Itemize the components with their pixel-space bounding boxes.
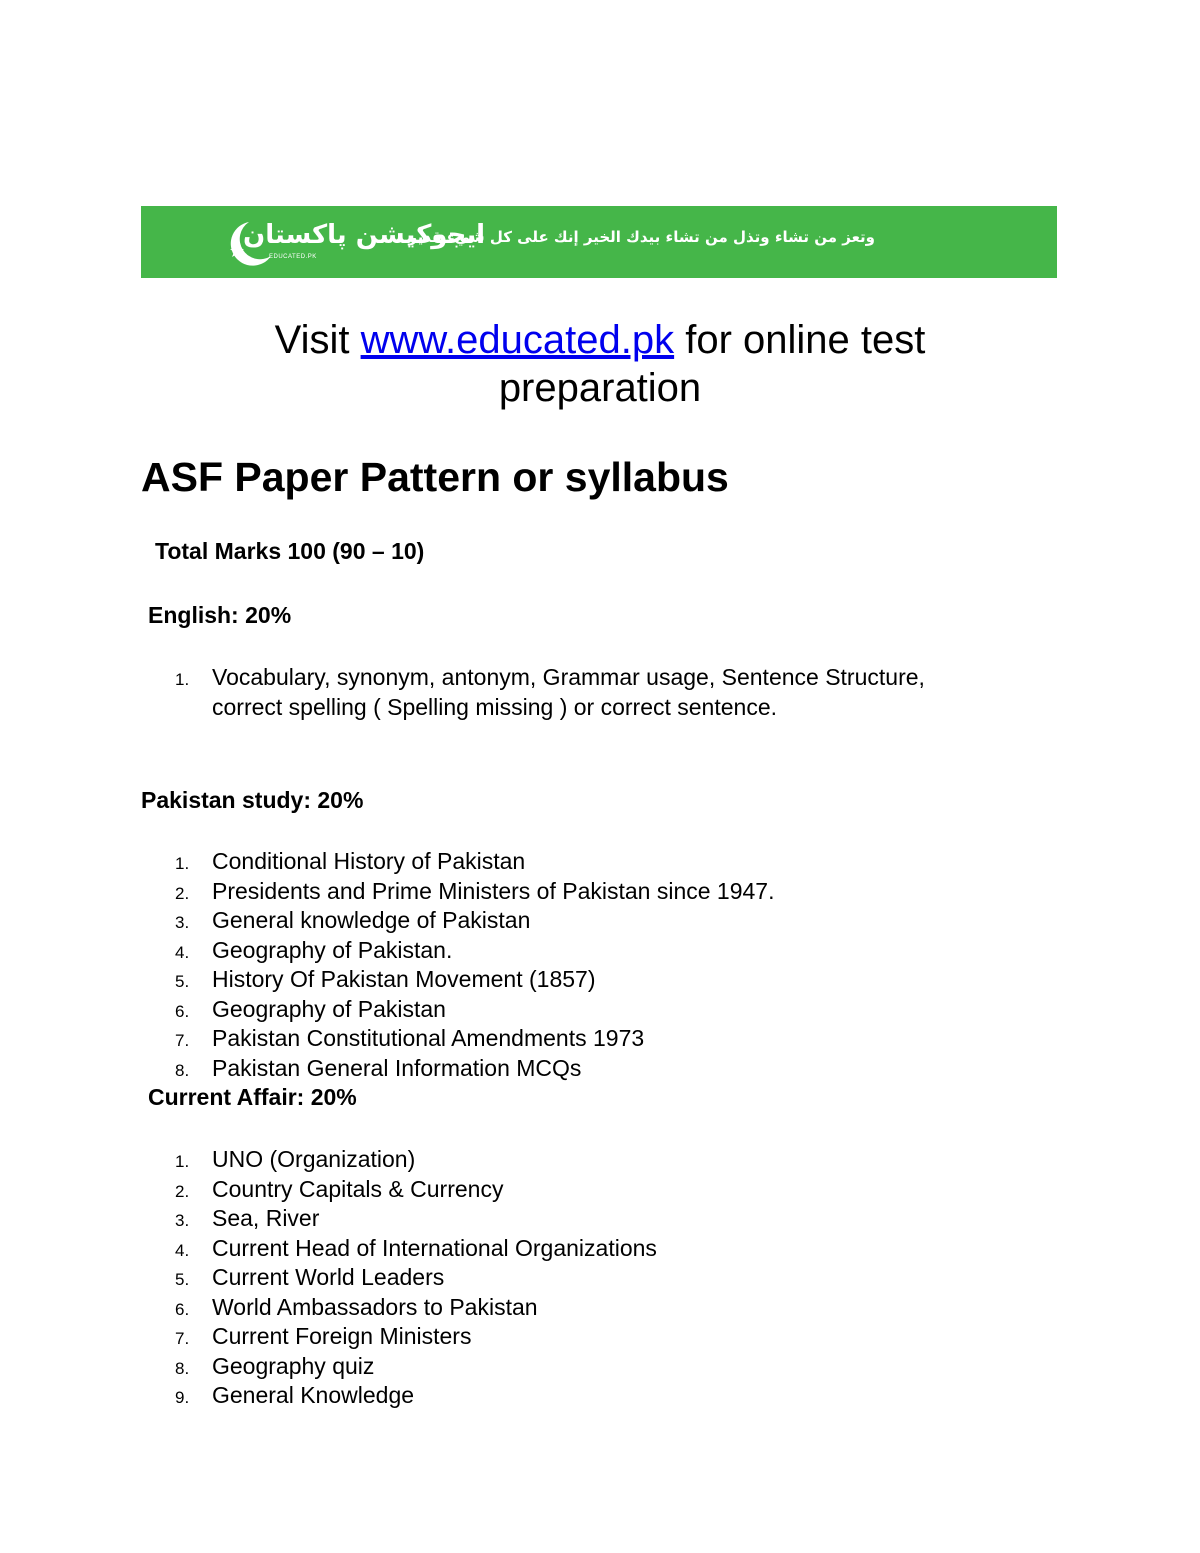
list-item-text: Current Foreign Ministers <box>212 1323 472 1349</box>
list-item <box>0 965 775 995</box>
visit-prefix: Visit <box>274 318 361 362</box>
list-item-text: Current World Leaders <box>212 1264 445 1290</box>
list-number: 1. <box>175 1152 190 1171</box>
list-item-text: General Knowledge <box>212 1382 415 1408</box>
visit-notice <box>0 316 1200 412</box>
pakistan-study-list <box>0 847 775 1083</box>
list-item <box>0 1054 775 1084</box>
list-item <box>0 995 775 1025</box>
list-item-text: History Of Pakistan Movement (1857) <box>212 966 596 992</box>
list-item-text: World Ambassadors to Pakistan <box>212 1293 538 1320</box>
list-number: 5. <box>175 972 190 991</box>
educated-pk-link[interactable]: www.educated.pk <box>360 318 675 362</box>
list-item-text: General knowledge of Pakistan <box>212 907 531 933</box>
list-number: 8. <box>175 1358 190 1378</box>
list-item-text: Country Capitals & Currency <box>212 1175 504 1202</box>
list-number: 8. <box>175 1060 190 1080</box>
total-marks: Total Marks 100 (90 – 10) <box>155 538 425 564</box>
section-heading-current-affair: Current Affair: 20% <box>148 1084 357 1110</box>
list-item-text: Current Head of International Organizations <box>212 1234 657 1261</box>
list-number: 6. <box>175 1001 190 1021</box>
educated-pk-logo[interactable] <box>219 216 486 268</box>
list-item-text: Sea, River <box>212 1205 320 1231</box>
list-item <box>0 1024 775 1054</box>
list-item-text: correct spelling ( Spelling missing ) or correct sentence. <box>212 693 778 720</box>
list-item <box>0 1145 657 1175</box>
list-item-text: UNO (Organization) <box>212 1146 416 1172</box>
list-item <box>0 663 925 693</box>
list-item <box>0 906 775 936</box>
list-item <box>0 693 925 723</box>
list-item <box>0 1263 657 1293</box>
list-item-text: Geography quiz <box>212 1352 375 1379</box>
list-item <box>0 1352 657 1382</box>
banner-tagline: وتعز من تشاء وتذل من تشاء بيدك الخير إنك على كل شيء قدير <box>408 228 875 246</box>
list-item <box>0 936 775 966</box>
list-item <box>0 1381 657 1411</box>
logo-subtitle: EDUCATED.PK <box>269 254 317 260</box>
list-number: 3. <box>175 913 190 932</box>
list-item <box>0 1293 657 1323</box>
list-item-text: Pakistan Constitutional Amendments 1973 <box>212 1025 645 1051</box>
list-item-text: Pakistan General Information MCQs <box>212 1054 582 1081</box>
visit-line2: preparation <box>498 366 702 410</box>
list-number: 3. <box>175 1211 190 1230</box>
list-number: 4. <box>175 942 190 962</box>
list-item <box>0 1204 657 1234</box>
list-number: 5. <box>175 1270 190 1289</box>
english-list <box>0 663 925 722</box>
list-item-text: Vocabulary, synonym, antonym, Grammar usage, Sentence Structure, <box>212 664 925 690</box>
list-number: 7. <box>175 1031 190 1050</box>
page-title: ASF Paper Pattern or syllabus <box>141 454 729 500</box>
list-item-text: Geography of Pakistan <box>212 995 446 1022</box>
list-item <box>0 1322 657 1352</box>
list-item <box>0 1175 657 1205</box>
list-number: 1. <box>175 670 190 689</box>
list-item-text: Conditional History of Pakistan <box>212 848 526 874</box>
header-banner <box>141 206 1057 278</box>
list-item-text: Geography of Pakistan. <box>212 936 453 963</box>
list-number: 1. <box>175 854 190 873</box>
list-item-text: Presidents and Prime Ministers of Pakistan since 1947. <box>212 877 775 904</box>
list-item <box>0 847 775 877</box>
section-heading-pakistan-study: Pakistan study: 20% <box>141 787 364 813</box>
list-number: 2. <box>175 883 190 903</box>
current-affair-list <box>0 1145 657 1411</box>
section-heading-english: English: 20% <box>148 602 292 628</box>
list-number: 4. <box>175 1240 190 1260</box>
list-item <box>0 1234 657 1264</box>
list-item <box>0 877 775 907</box>
list-number: 9. <box>175 1388 190 1407</box>
visit-suffix: for online test <box>674 318 926 362</box>
logo-urdu-text: ایجوکیشن پاکستان <box>243 220 486 250</box>
list-number: 2. <box>175 1181 190 1201</box>
list-number: 7. <box>175 1329 190 1348</box>
list-number: 6. <box>175 1299 190 1319</box>
